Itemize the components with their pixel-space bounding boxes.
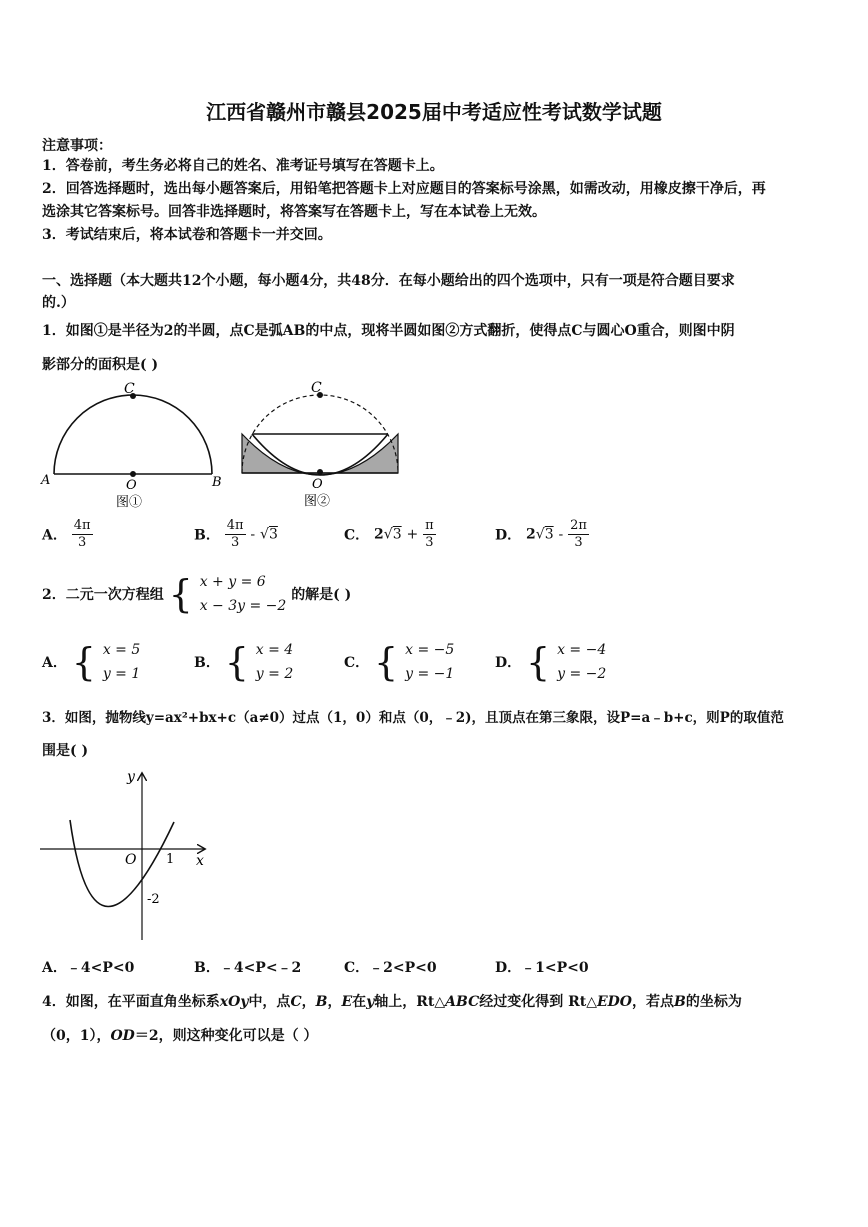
q1-figure-2 bbox=[236, 376, 408, 512]
q3-figure bbox=[38, 766, 210, 944]
q1-stem: 1．如图①是半径为2的半圆，点C是弧AB的中点，现将半圆如图②方式翻折，使得点C与圆心O重合，则图中阴 bbox=[42, 323, 735, 339]
q1-fig2-label-c: C bbox=[311, 380, 322, 396]
q3-option-a[interactable]: A．﹣4<P<0 bbox=[42, 960, 135, 976]
q1-figure-1 bbox=[38, 376, 228, 512]
q2-option-b[interactable]: B． { x = 4 y = 2 bbox=[194, 640, 294, 684]
section-heading-cont: 的.） bbox=[42, 295, 75, 311]
q3-fig-origin-label: O bbox=[125, 852, 137, 868]
q1-option-c[interactable]: C． 2√3 + $\frac{\pi}{3}$ bbox=[344, 518, 434, 550]
q1-option-a[interactable]: A． $\frac{4\pi}{3}$ bbox=[42, 518, 91, 550]
q2-option-a[interactable]: A． { x = 5 y = 1 bbox=[42, 640, 141, 684]
q3-stem-cont: 围是( ) bbox=[42, 743, 89, 759]
q4-stem: 4．如图，在平面直角坐标系xOy中，点C，B，E在y轴上，Rt△ABC经过变化得到 Rt△EDO，若点B的坐标为 bbox=[42, 994, 742, 1010]
q1-fig2-label-o: O bbox=[312, 477, 323, 492]
q3-stem: 3．如图，抛物线y=ax²+bx+c（a≠0）过点（1，0）和点（0，﹣2)，且顶点在第三象限，设P=a﹣b+c，则P的取值范 bbox=[42, 710, 784, 726]
notice-heading: 注意事项： bbox=[42, 138, 112, 154]
q1-fig1-label-b: B bbox=[212, 475, 222, 490]
page-title: 江西省赣州市赣县2025届中考适应性考试数学试题 bbox=[206, 100, 662, 124]
q1-stem-cont: 影部分的面积是( ) bbox=[42, 357, 159, 373]
section-heading: 一、选择题（本大题共12个小题，每小题4分，共48分．在每小题给出的四个选项中，只有一项是符合题目要求 bbox=[42, 273, 735, 289]
q1-fig1-label-c: C bbox=[124, 381, 135, 397]
notice-item-2: 2．回答选择题时，选出每小题答案后，用铅笔把答题卡上对应题目的答案标号涂黑，如需改动，用橡皮擦干净后，再 bbox=[42, 181, 766, 197]
q2-option-c[interactable]: C． { x = −5 y = −1 bbox=[344, 640, 455, 684]
q3-option-c[interactable]: C．﹣2<P<0 bbox=[344, 960, 437, 976]
notice-item-3: 3．考试结束后，将本试卷和答题卡一并交回。 bbox=[42, 227, 332, 243]
q1-fig2-caption: 图② bbox=[304, 494, 331, 509]
q2-stem: 2．二元一次方程组 { x + y = 6 x − 3y = −2 的解是( ) bbox=[42, 572, 352, 616]
q1-option-b[interactable]: B． $\frac{4\pi}{3}$ - √3 bbox=[194, 518, 278, 550]
q1-fig1-caption: 图① bbox=[116, 495, 143, 510]
q3-fig-y-label: y bbox=[127, 769, 135, 785]
q1-fig1-label-a: A bbox=[41, 473, 51, 488]
q2-option-d[interactable]: D． { x = −4 y = −2 bbox=[495, 640, 607, 684]
notice-item-1: 1．答卷前，考生务必将自己的姓名、准考证号填写在答题卡上。 bbox=[42, 158, 444, 174]
q3-fig-x-label: x bbox=[196, 853, 204, 869]
notice-item-2-cont: 选涂其它答案标号。回答非选择题时，将答案写在答题卡上，写在本试卷上无效。 bbox=[42, 204, 546, 220]
q3-option-d[interactable]: D．﹣1<P<0 bbox=[495, 960, 589, 976]
q1-fig1-label-o: O bbox=[126, 478, 137, 493]
q3-fig-one-label: 1 bbox=[166, 852, 175, 867]
q1-option-d[interactable]: D． 2√3 - $\frac{2\pi}{3}$ bbox=[495, 518, 587, 550]
q4-stem-cont: （0，1），OD＝2，则这种变化可以是（ ） bbox=[42, 1028, 318, 1044]
q3-fig-neg2-label: -2 bbox=[147, 892, 160, 907]
q3-option-b[interactable]: B．﹣4<P<﹣2 bbox=[194, 960, 302, 976]
